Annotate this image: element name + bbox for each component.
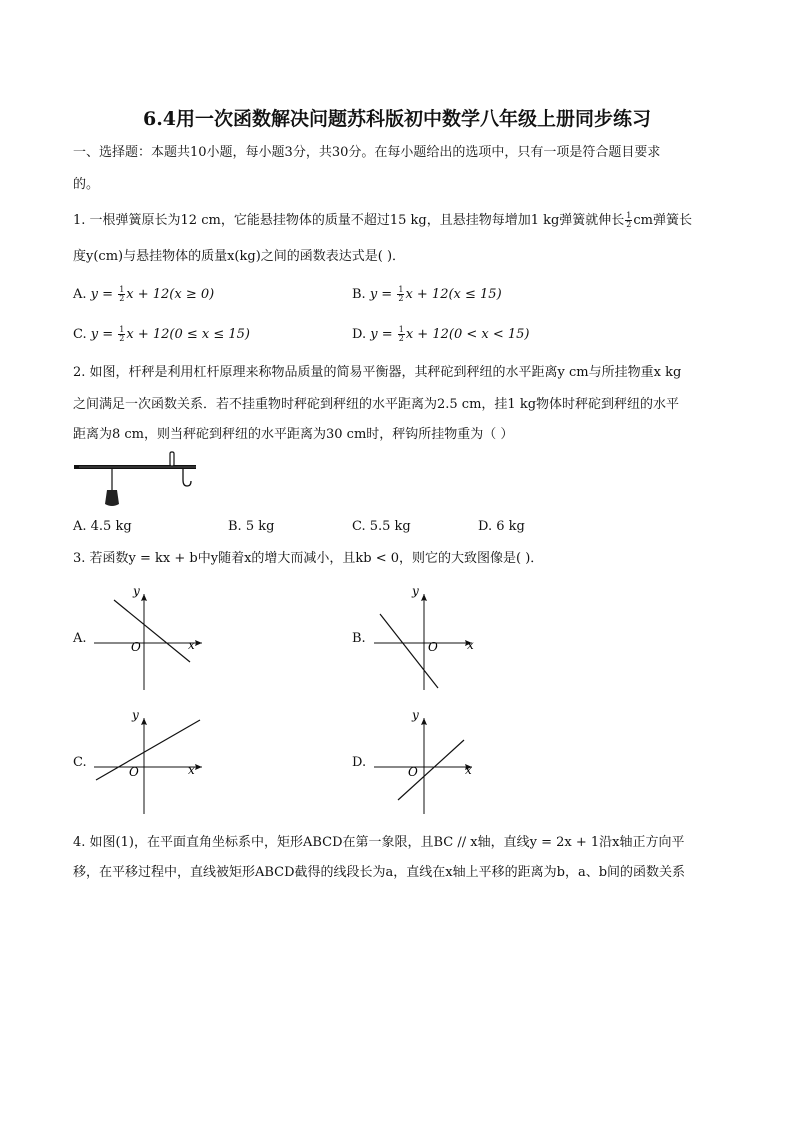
x-axis-label: x [465,763,472,777]
q2-stem-line3: 距离为8 cm，则当秤砣到秤纽的水平距离为30 cm时，秤钩所挂物重为（ ） [73,427,514,442]
q1-option-c-pre: y = [90,327,118,342]
q1-option-d-pre: y = [370,327,397,342]
q2-option-a[interactable]: A. 4.5 kg [73,519,132,534]
q1-option-a-pre: y = [90,287,118,302]
q3-graph-a[interactable] [92,582,212,692]
frac-num: 1 [398,325,404,334]
q1-option-d-post: x + 12(0 < x < 15) [405,327,530,342]
x-axis-label: x [467,638,474,652]
q1-fraction [625,212,632,229]
q2-stem-line1: 2. 如图，杆秤是利用杠杆原理来称物品质量的简易平衡器，其秤砣到秤纽的水平距离y cm与所挂物重x kg [73,365,682,380]
q3-option-d-label[interactable]: D. [352,755,367,770]
q1-stem-text-a: 1. 一根弹簧原长为12 cm，它能悬挂物体的质量不超过15 kg，且悬挂物每增加1 kg弹簧就伸长 [73,213,625,228]
q3-option-b-label[interactable]: B. [352,631,366,646]
q1-stem-line1 [73,212,692,230]
y-axis-arrow-icon [141,594,147,601]
q2-option-c[interactable]: C. 5.5 kg [352,519,411,534]
q1-option-a[interactable] [73,286,214,304]
frac-den: 2 [119,294,125,303]
q1-fraction-den: 2 [626,220,632,229]
origin-label: O [408,765,418,779]
origin-label: O [131,640,141,654]
q1-option-d[interactable] [352,326,529,344]
q3-option-c-label[interactable]: C. [73,755,87,770]
hook-icon [183,469,191,486]
section-heading: 一、选择题：本题共10小题，每小题3分，共30分。在每小题给出的选项中，只有一项是符合题目要求 [73,145,661,160]
q3-option-a-label[interactable]: A. [73,631,87,646]
q1-option-b-label: B. [352,287,366,302]
section-heading-cont: 的。 [73,177,100,192]
graph-line [96,720,200,780]
q1-option-b[interactable] [352,286,502,304]
y-axis-arrow-icon [421,718,427,725]
x-axis-label: x [188,638,195,652]
q1-stem-line2: 度y(cm)与悬挂物体的质量x(kg)之间的函数表达式是( )． [73,249,406,264]
y-axis-label: y [133,584,140,598]
origin-label: O [129,765,139,779]
frac-num: 1 [398,285,404,294]
q1-fraction-num: 1 [626,211,632,220]
q1-option-a-post: x + 12(x ≥ 0) [126,287,215,302]
page-title: 6.4用一次函数解决问题苏科版初中数学八年级上册同步练习 [142,108,652,130]
q1-option-b-frac [397,286,404,303]
q3-graph-b[interactable] [372,582,492,692]
q1-option-c-post: x + 12(0 ≤ x ≤ 15) [126,327,251,342]
counterweight-icon [105,490,119,506]
q1-option-b-post: x + 12(x ≤ 15) [405,287,502,302]
x-axis-arrow-icon [195,764,202,770]
q1-option-d-label: D. [352,327,367,342]
y-axis-arrow-icon [141,718,147,725]
q3-graph-d[interactable] [372,706,492,816]
y-axis-arrow-icon [421,594,427,601]
q1-option-a-frac [118,286,125,303]
q4-stem-line1: 4. 如图(1)，在平面直角坐标系中，矩形ABCD在第一象限，且BC // x轴，直线y = 2x + 1沿x轴正方向平 [73,835,685,850]
q2-option-b[interactable]: B. 5 kg [228,519,275,534]
q2-stem-line2: 之间满足一次函数关系．若不挂重物时秤砣到秤纽的水平距离为2.5 cm，挂1 kg物体时秤砣到秤纽的水平 [73,397,680,412]
q4-stem-line2: 移，在平移过程中，直线被矩形ABCD截得的线段长为a，直线在x轴上平移的距离为b，a、b间的函数关系 [73,865,686,880]
frac-num: 1 [119,325,125,334]
x-axis-label: x [188,763,195,777]
graph-line [114,600,190,662]
y-axis-label: y [412,708,419,722]
q2-option-d[interactable]: D. 6 kg [478,519,525,534]
q1-option-c-label: C. [73,327,87,342]
frac-den: 2 [119,334,125,343]
origin-label: O [428,640,438,654]
y-axis-label: y [132,708,139,722]
steelyard-figure [74,450,204,512]
steelyard-knob-icon [170,452,174,466]
frac-den: 2 [398,294,404,303]
q1-stem-text-b: cm弹簧长 [633,213,692,228]
q1-option-c[interactable] [73,326,250,344]
frac-num: 1 [119,285,125,294]
q1-option-c-frac [118,326,125,343]
frac-den: 2 [398,334,404,343]
q1-option-b-pre: y = [369,287,397,302]
q1-option-d-frac [398,326,405,343]
q1-option-a-label: A. [73,287,87,302]
q3-graph-c[interactable] [92,706,212,816]
x-axis-arrow-icon [195,640,202,646]
y-axis-label: y [412,584,419,598]
q3-stem: 3. 若函数y = kx + b中y随着x的增大而减小，且kb < 0，则它的大致图像是( )． [73,551,544,566]
